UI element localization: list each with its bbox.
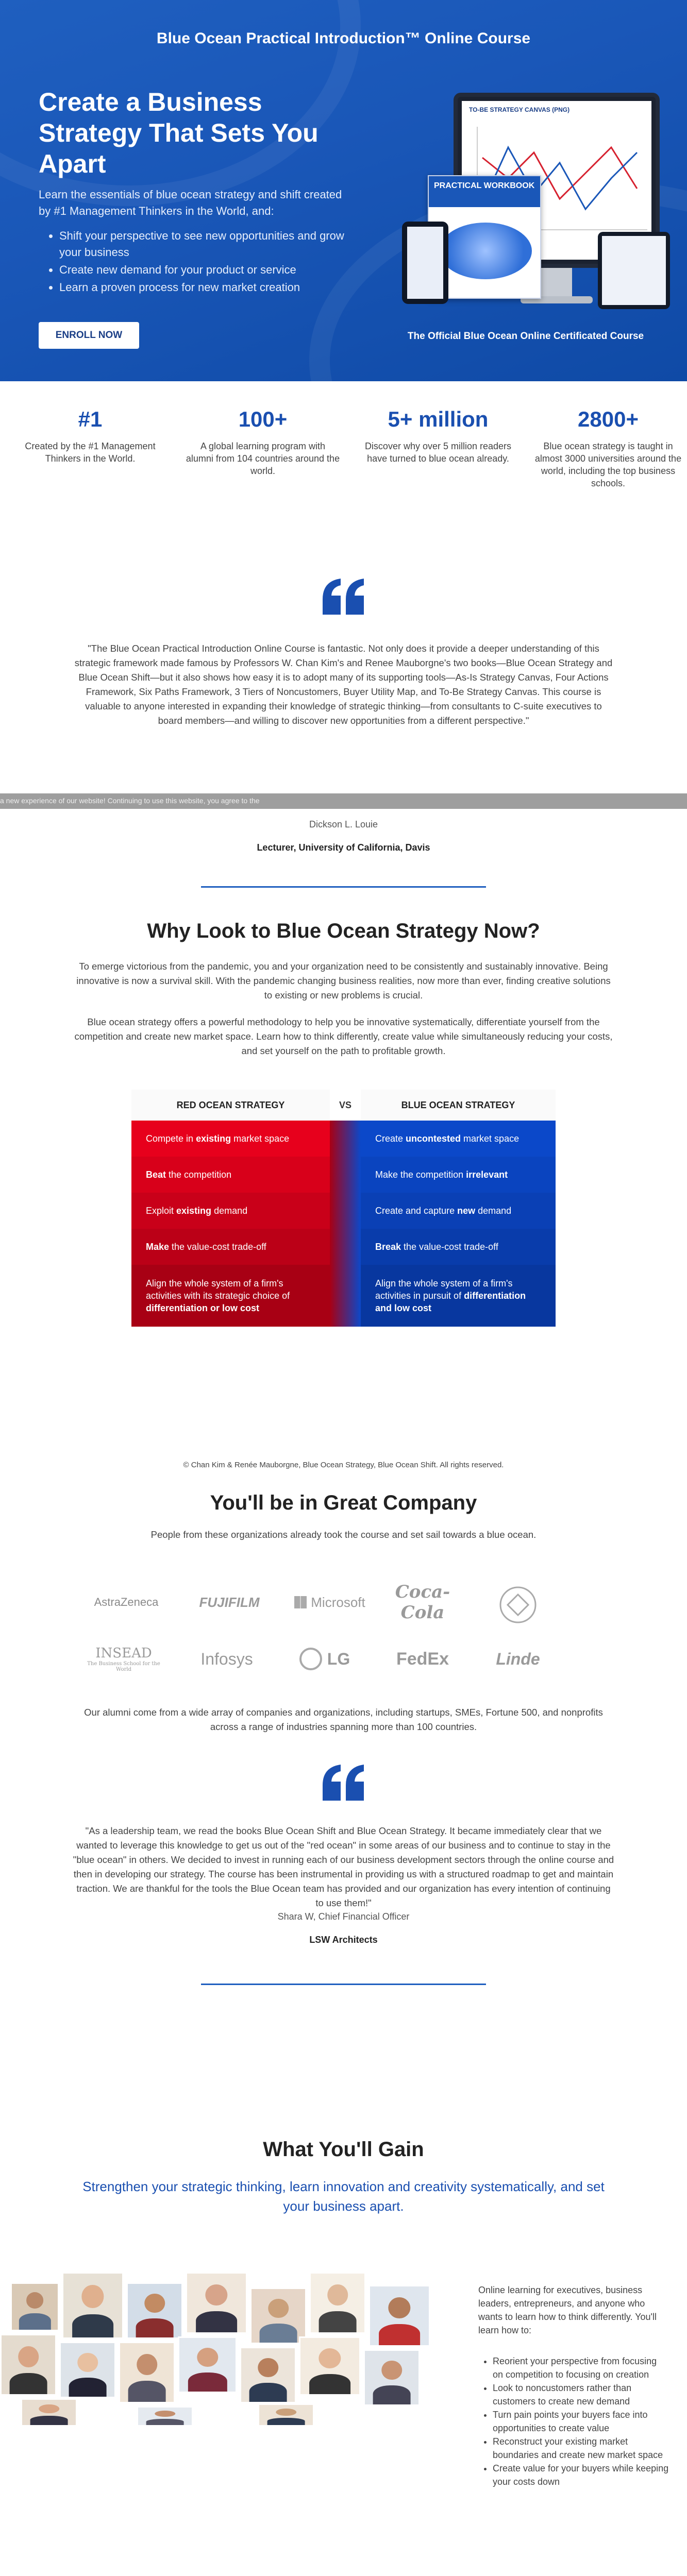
person-body	[249, 2383, 287, 2402]
cookie-banner-text: a new experience of our website! Continuing to use this website, you agree to the	[0, 796, 260, 805]
person-body	[379, 2324, 420, 2345]
team-member-photo	[240, 2347, 296, 2403]
person-body	[196, 2311, 237, 2332]
company-subtext: People from these organizations already took the course and set sail towards a blue ocean.	[150, 1529, 537, 1540]
row-text: market space	[461, 1133, 520, 1144]
team-member-photo	[363, 2349, 420, 2406]
accenture-icon	[497, 1584, 539, 1625]
testimonial-name: Dickson L. Louie	[309, 819, 378, 829]
why-paragraph-2: Blue ocean strategy offers a powerful methodology to help you be innovative systematically, differentiate yourself from the competition and create new market space. Learn how to think differently, create value while simultaneously reducing your costs, and set yourself on the path to profitable growth.	[74, 1016, 613, 1056]
red-ocean-row	[131, 1193, 330, 1229]
phone-image	[402, 222, 448, 304]
hero-bullet: • Learn a proven process for new market creation	[59, 279, 348, 296]
red-ocean-row	[131, 1121, 330, 1157]
gain-intro: Online learning for executives, business leaders, entrepreneurs, and anyone who wants to learn how to think differently. You'll learn how to:	[478, 2285, 657, 2335]
red-ocean-row-text	[146, 1205, 247, 1217]
row-emphasis: differentiation or low cost	[146, 1303, 260, 1313]
enroll-now-button[interactable]: ENROLL NOW	[39, 322, 139, 349]
gain-subtext: Strengthen your strategic thinking, learn innovation and creativity systematically, and set your business apart.	[82, 2179, 605, 2214]
team-member-photo	[178, 2336, 237, 2393]
row-text: demand	[475, 1206, 512, 1216]
person-head	[197, 2348, 218, 2367]
logo-linde: Linde	[496, 1649, 540, 1668]
red-ocean-row-text	[146, 1277, 315, 1314]
blue-ocean-row	[361, 1265, 556, 1327]
row-text: Compete in	[146, 1133, 196, 1144]
person-head	[388, 2297, 410, 2318]
row-emphasis: Make	[146, 1242, 170, 1252]
gain-list-item: • Reorient your perspective from focusing on competition to focusing on creation	[493, 2354, 669, 2381]
red-ocean-heading: RED OCEAN STRATEGY	[131, 1090, 330, 1121]
team-member-photo	[62, 2272, 124, 2339]
quote-icon	[317, 576, 369, 617]
strategy-comparison-table	[131, 1090, 556, 1450]
stat-text: Blue ocean strategy is taught in almost 3000 universities around the world, including the top business schools.	[534, 441, 682, 488]
stat-number: 5+ million	[388, 407, 489, 431]
person-body	[30, 2416, 68, 2425]
person-body	[136, 2318, 174, 2337]
blue-ocean-row	[361, 1229, 556, 1265]
blue-ocean-row-text	[375, 1277, 541, 1314]
workbook-title: PRACTICAL WORKBOOK	[429, 176, 540, 207]
hero-headline: Create a Business Strategy That Sets You Apart	[39, 88, 319, 178]
row-emphasis: differentiation and low cost	[375, 1291, 526, 1313]
team-member-photo	[126, 2282, 183, 2339]
microsoft-icon	[294, 1596, 307, 1608]
team-member-photo	[21, 2398, 77, 2427]
red-ocean-row	[131, 1265, 330, 1327]
blue-ocean-row	[361, 1157, 556, 1193]
row-emphasis: Break	[375, 1242, 401, 1252]
company-title: You'll be in Great Company	[210, 1492, 477, 1514]
hero-subtext: Learn the essentials of blue ocean strategy and shift created by #1 Management Thinkers in the World, and:	[39, 188, 342, 217]
logo-lg-text: LG	[327, 1649, 350, 1668]
stat-item	[13, 407, 167, 465]
person-head	[205, 2284, 227, 2306]
row-text: the competition	[166, 1170, 232, 1180]
logo-microsoft-text: Microsoft	[311, 1594, 365, 1610]
person-body	[188, 2372, 227, 2392]
cookie-banner[interactable]	[0, 793, 687, 809]
red-ocean-row-text	[146, 1241, 266, 1253]
blue-ocean-row-text	[375, 1241, 498, 1253]
testimonial-text: "As a leadership team, we read the books Blue Ocean Shift and Blue Ocean Strategy. It became immediately clear that we wanted to leverage this knowledge to get us out of the "red ocean" in some areas of our business and to continue to stay in the "blue ocean" in others. We decided to invest in running each of our business development sectors through the online course and then in developing our strategy. The course has been instrumental in providing us with a structured roadmap to get and maintain traction. We are thankful for the tools the Blue Ocean team has provided and our organization has every intention of continuing to use them!"	[73, 1825, 614, 1908]
gain-title: What You'll Gain	[263, 2138, 424, 2161]
team-member-photo	[250, 2287, 307, 2344]
logo-accenture	[492, 1579, 544, 1631]
stat-item	[361, 407, 515, 465]
row-text: Align the whole system of a firm's activities with its strategic choice of	[146, 1278, 290, 1301]
team-member-photo	[0, 2334, 57, 2396]
logo-infosys: Infosys	[200, 1649, 253, 1668]
person-head	[137, 2354, 157, 2375]
person-head	[381, 2361, 402, 2380]
quote-icon	[317, 1762, 369, 1803]
team-member-photo	[186, 2272, 247, 2334]
stat-text: Discover why over 5 million readers have turned to blue ocean already.	[364, 441, 512, 464]
row-emphasis: uncontested	[406, 1133, 461, 1144]
person-body	[260, 2324, 297, 2343]
red-ocean-row	[131, 1157, 330, 1193]
row-text: Create and capture	[375, 1206, 458, 1216]
person-head	[26, 2292, 44, 2309]
person-body	[373, 2385, 411, 2404]
team-member-photo	[10, 2282, 59, 2331]
tablet-image	[598, 232, 670, 309]
team-member-photo	[258, 2403, 314, 2427]
person-body	[10, 2373, 47, 2394]
blue-ocean-row-text	[375, 1205, 511, 1217]
stat-number: 2800+	[578, 407, 639, 431]
divider	[201, 1984, 486, 1985]
hero-bullet: • Create new demand for your product or service	[59, 262, 348, 278]
blue-ocean-row	[361, 1121, 556, 1157]
person-head	[77, 2353, 98, 2372]
team-member-photo	[119, 2342, 175, 2403]
row-emphasis: irrelevant	[466, 1170, 508, 1180]
monitor-title: TO-BE STRATEGY CANVAS (PNG)	[469, 106, 570, 113]
phone-screen	[407, 227, 443, 299]
alumni-text: Our alumni come from a wide array of companies and organizations, including startups, SMEs, Fortune 500, and nonprofits across a range of industries spanning more than 100 countries.	[84, 1707, 603, 1732]
monitor-stand	[541, 268, 572, 299]
row-text: Make the competition	[375, 1170, 466, 1180]
red-ocean-row-text	[146, 1132, 289, 1145]
hero-bullet: • Shift your perspective to see new opportunities and grow your business	[59, 228, 348, 261]
person-body	[146, 2419, 184, 2425]
why-title: Why Look to Blue Ocean Strategy Now?	[147, 920, 540, 942]
person-head	[81, 2285, 104, 2308]
testimonial-role: LSW Architects	[309, 1935, 378, 1945]
stat-item	[531, 407, 685, 489]
vs-label: VS	[339, 1099, 351, 1110]
person-head	[319, 2348, 341, 2368]
red-ocean-row	[131, 1229, 330, 1265]
stat-number: #1	[78, 407, 103, 431]
person-head	[268, 2299, 289, 2318]
testimonial-role: Lecturer, University of California, Davis	[257, 842, 430, 853]
person-head	[276, 2409, 296, 2416]
team-member-photo	[137, 2406, 193, 2427]
logo-microsoft	[281, 1587, 379, 1618]
logo-insead-tagline: The Business School for the World	[87, 1661, 160, 1672]
logo-fujifilm: FUJIFILM	[199, 1594, 260, 1610]
person-body	[69, 2378, 107, 2397]
gain-list-item: • Reconstruct your existing market boundaries and create new market space	[493, 2435, 669, 2462]
person-head	[327, 2284, 348, 2306]
row-emphasis: existing	[176, 1206, 212, 1216]
lg-icon	[299, 1648, 322, 1670]
person-body	[267, 2418, 305, 2425]
row-text: Create	[375, 1133, 406, 1144]
blue-ocean-row	[361, 1193, 556, 1229]
hero-section	[0, 0, 687, 381]
divider	[201, 886, 486, 888]
stat-text: A global learning program with alumni from 104 countries around the world.	[186, 441, 340, 476]
logo-insead	[82, 1641, 165, 1677]
row-text: demand	[211, 1206, 248, 1216]
team-member-photo	[59, 2342, 116, 2398]
row-text: the value-cost trade-off	[401, 1242, 498, 1252]
team-photo-collage	[0, 2272, 454, 2427]
person-body	[19, 2313, 51, 2330]
row-text: Exploit	[146, 1206, 177, 1216]
person-head	[155, 2411, 175, 2417]
team-member-photo	[299, 2336, 361, 2396]
row-emphasis: Beat	[146, 1170, 166, 1180]
why-paragraph-1: To emerge victorious from the pandemic, you and your organization need to be consistently and sustainably innovative. Being innovative is now a survival skill. With the pandemic changing business realities, now more than ever, finding creative solutions to existing or new problems is crucial.	[76, 961, 611, 1001]
logo-fedex: FedEx	[396, 1649, 449, 1669]
row-text: Align the whole system of a firm's activities in pursuit of	[375, 1278, 513, 1301]
gain-list-item: • Create value for your buyers while keeping your costs down	[493, 2462, 669, 2488]
vs-column	[330, 1121, 361, 1327]
testimonial-name: Shara W, Chief Financial Officer	[277, 1911, 410, 1922]
gain-list	[478, 2354, 669, 2488]
red-ocean-row-text	[146, 1168, 231, 1181]
person-body	[128, 2381, 166, 2402]
logo-lg	[281, 1643, 368, 1674]
stat-number: 100+	[238, 407, 288, 431]
hero-badge-text: The Official Blue Ocean Online Certificated Course	[407, 331, 644, 342]
person-head	[144, 2294, 165, 2313]
team-member-photo	[309, 2272, 366, 2334]
person-body	[72, 2314, 113, 2337]
testimonial-text: "The Blue Ocean Practical Introduction Online Course is fantastic. Not only does it provide a deeper understanding of this strategic framework made famous by Professors W. Chan Kim's and Renee Mauborgne's two books—Blue Ocean Strategy and Blue Ocean Shift—but it also shows how easy it is to adopt many of its supporting tools—As-Is Strategy Canvas, Four Actions Framework, Six Paths Framework, 3 Tiers of Noncustomers, Buyer Utility Map, and To-Be Strategy Canvas. This course is valuable to anyone interested in expanding their knowledge of strategic thinking—from consultants to C-suite executives to board members—and willing to discover new opportunities from a different perspective."	[74, 643, 613, 726]
tablet-screen	[602, 236, 666, 305]
person-head	[39, 2404, 59, 2414]
blue-ocean-row-text	[375, 1132, 519, 1145]
gain-list-item: • Turn pain points your buyers face into opportunities to create value	[493, 2408, 669, 2435]
blue-ocean-heading: BLUE OCEAN STRATEGY	[361, 1090, 556, 1121]
row-emphasis: existing	[196, 1133, 231, 1144]
row-emphasis: new	[457, 1206, 476, 1216]
gain-list-item: • Look to noncustomers rather than customers to create new demand	[493, 2381, 669, 2408]
row-text: market space	[231, 1133, 290, 1144]
logo-coca-cola: Coca-Cola	[395, 1582, 450, 1623]
person-head	[258, 2358, 278, 2377]
workbook-illustration	[439, 223, 532, 279]
person-body	[319, 2311, 357, 2332]
row-text: the value-cost trade-off	[169, 1242, 266, 1252]
person-head	[18, 2346, 39, 2367]
logo-insead-text: INSEAD	[95, 1646, 152, 1661]
blue-ocean-row-text	[375, 1168, 508, 1181]
logo-astrazeneca: AstraZeneca	[94, 1596, 159, 1608]
hero-course-title: Blue Ocean Practical Introduction™ Online Course	[156, 30, 531, 47]
copyright-note: © Chan Kim & Renée Mauborgne, Blue Ocean Strategy, Blue Ocean Shift. All rights reserved.	[183, 1461, 504, 1469]
stat-item	[186, 407, 340, 477]
team-member-photo	[368, 2285, 430, 2347]
hero-bullet-list	[39, 228, 348, 297]
stat-text: Created by the #1 Management Thinkers in the World.	[25, 441, 156, 464]
person-body	[309, 2374, 350, 2394]
